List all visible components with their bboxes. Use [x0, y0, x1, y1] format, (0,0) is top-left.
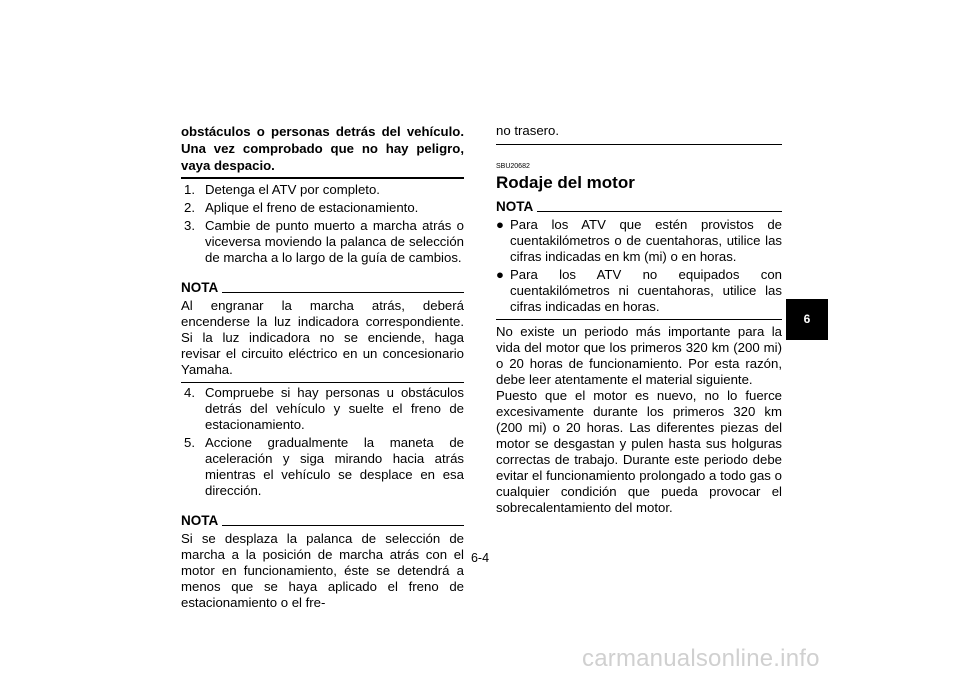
divider — [181, 177, 464, 179]
bullet-icon: ● — [496, 217, 504, 232]
nota-title: NOTA — [496, 199, 534, 214]
list-item — [496, 267, 782, 315]
nota-title: NOTA — [181, 513, 219, 528]
steps-list-b — [181, 385, 464, 499]
right-column — [496, 123, 782, 516]
step-text: Aplique el freno de estacionamiento. — [205, 200, 419, 215]
nota-text: Al engranar la marcha atrás, deberá encenderse la luz indicadora correspondiente. Si la luz indicadora no se enciende, haga revisar el circuito eléctrico en un concesionario Yamaha. — [181, 298, 464, 377]
steps-list-a — [181, 182, 464, 266]
step-text: Compruebe si hay personas u obstáculos detrás del vehículo y suelte el freno de estacionamiento. — [205, 385, 464, 432]
nota-heading — [181, 513, 464, 529]
list-item — [496, 217, 782, 265]
step-text: Accione gradualmente la maneta de aceleración y siga mirando hacia atrás mientras el vehículo se desplace en esa dirección. — [205, 435, 464, 498]
step-number: 3. — [184, 218, 195, 233]
bullet-icon: ● — [496, 267, 504, 282]
continuation-text: no trasero. — [496, 123, 560, 138]
nota-heading — [181, 280, 464, 296]
body-paragraph: Puesto que el motor es nuevo, no lo fuerce excesivamente durante los primeros 320 km (200 mi) o 20 horas. Las diferentes piezas del motor se desgastan y pulen hasta sus holguras correctas de trabajo. Durante este periodo debe evitar el funcionamiento prolongado a todo gas o cualquier condición que pueda provocar el sobrecalentamiento del motor. — [496, 388, 782, 515]
step-number: 5. — [184, 435, 195, 450]
nota-title: NOTA — [181, 280, 219, 295]
list-item — [181, 218, 464, 266]
section-code: SBU20682 — [496, 163, 530, 170]
list-item — [181, 182, 464, 198]
step-number: 4. — [184, 385, 195, 400]
nota-text: Si se desplaza la palanca de selección de marcha a la posición de marcha atrás con el motor en funcionamiento, éste se detendrá a menos que se haya aplicado el freno de estacionamiento o el fre- — [181, 531, 464, 610]
bullet-text: Para los ATV que estén provistos de cuentakilómetros o de cuentahoras, utilice las cifras indicadas en km (mi) o en horas. — [510, 217, 782, 264]
step-number: 2. — [184, 200, 195, 215]
bullet-text: Para los ATV no equipados con cuentakilómetros ni cuentahoras, utilice las cifras indicadas en horas. — [510, 267, 782, 314]
step-text: Cambie de punto muerto a marcha atrás o viceversa moviendo la palanca de selección de marcha a lo largo de la guía de cambios. — [205, 218, 464, 265]
nota-rule — [537, 211, 782, 212]
nota-rule — [222, 292, 464, 293]
step-number: 1. — [184, 182, 195, 197]
section-title: Rodaje del motor — [496, 173, 635, 192]
step-text: Detenga el ATV por completo. — [205, 182, 380, 197]
list-item — [181, 435, 464, 499]
nota-rule — [222, 525, 464, 526]
reverse-warning-text: obstáculos o personas detrás del vehículo. Una vez comprobado que no hay peligro, vaya despacio. — [181, 124, 464, 173]
watermark: carmanualsonline.info — [582, 645, 820, 672]
page-number: 6-4 — [470, 551, 490, 565]
divider — [496, 144, 782, 145]
nota-bullet-list — [496, 217, 782, 315]
list-item — [181, 385, 464, 433]
nota-heading — [496, 199, 782, 215]
body-paragraph: No existe un periodo más importante para la vida del motor que los primeros 320 km (200 mi) o 20 horas de funcionamiento. Por esta razón, debe leer atentamente el material siguiente. — [496, 324, 782, 387]
divider — [181, 382, 464, 383]
divider — [496, 319, 782, 320]
left-column — [181, 123, 464, 611]
list-item — [181, 200, 464, 216]
chapter-tab: 6 — [786, 299, 828, 340]
